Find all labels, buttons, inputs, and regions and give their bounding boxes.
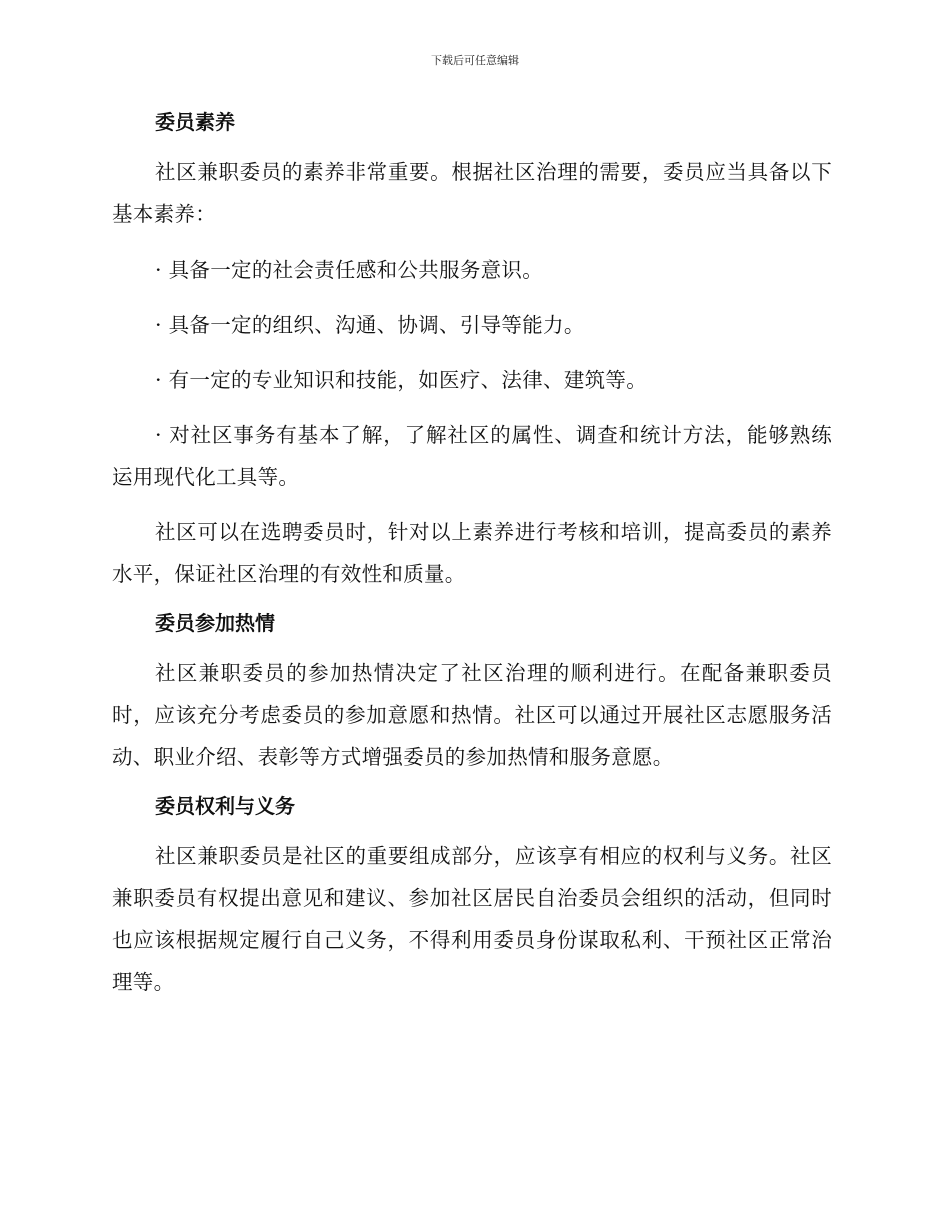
- section-heading-rights-duties: 委员权利与义务: [155, 794, 295, 818]
- paragraph-rights-duties: 社区兼职委员是社区的重要组成部分，应该享有相应的权利与义务。社区兼职委员有权提出意见和建议、参加社区居民自治委员会组织的活动，但同时也应该根据规定履行自己义务，不得利用委员身份谋取私利、干预社区正常治理等。: [112, 844, 832, 994]
- page-header-note: 下载后可任意编辑: [431, 54, 519, 67]
- document-body: [112, 108, 832, 1017]
- paragraph-qualities-closing: 社区可以在选聘委员时，针对以上素养进行考核和培训，提高委员的素养水平，保证社区治理的有效性和质量。: [112, 520, 832, 586]
- section-heading-qualities: 委员素养: [155, 110, 235, 134]
- bullet-item: · 有一定的专业知识和技能，如医疗、法律、建筑等。: [155, 368, 648, 392]
- paragraph-enthusiasm: 社区兼职委员的参加热情决定了社区治理的顺利进行。在配备兼职委员时，应该充分考虑委员的参加意愿和热情。社区可以通过开展社区志愿服务活动、职业介绍、表彰等方式增强委员的参加热情和服务意愿。: [112, 661, 832, 769]
- bullet-item: · 对社区事务有基本了解，了解社区的属性、调查和统计方法，能够熟练运用现代化工具等。: [112, 423, 832, 489]
- bullet-item: · 具备一定的组织、沟通、协调、引导等能力。: [155, 313, 585, 337]
- paragraph-qualities-intro: 社区兼职委员的素养非常重要。根据社区治理的需要，委员应当具备以下基本素养：: [112, 160, 832, 226]
- bullet-item: · 具备一定的社会责任感和公共服务意识。: [155, 258, 544, 282]
- section-heading-enthusiasm: 委员参加热情: [155, 611, 275, 635]
